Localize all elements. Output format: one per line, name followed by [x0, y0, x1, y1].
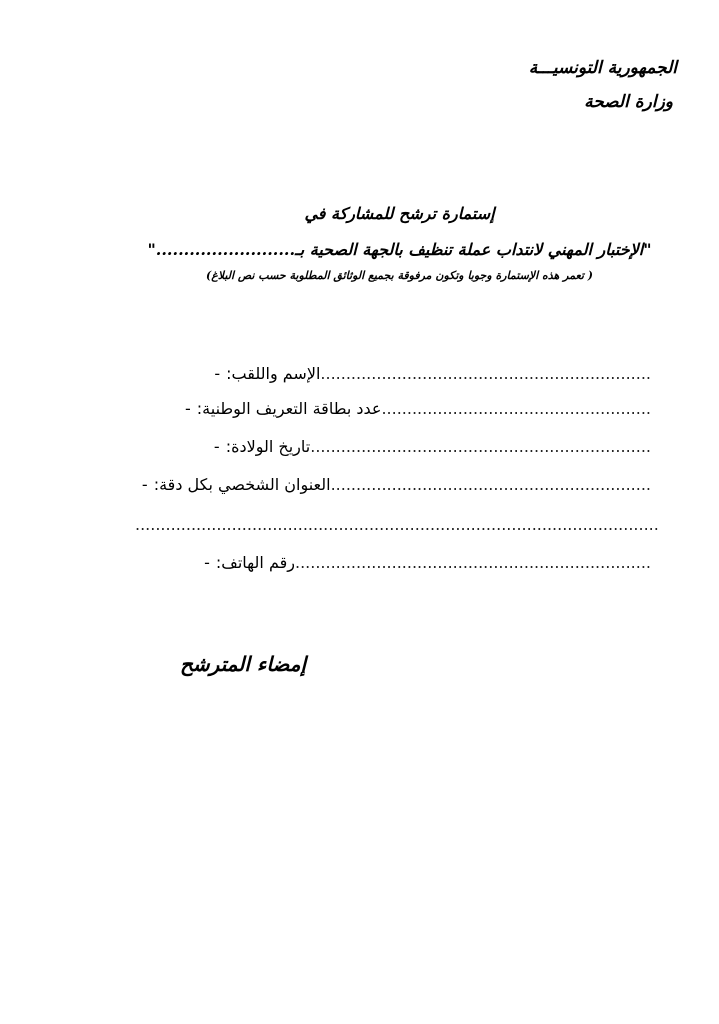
fill-in-line: .....................................................: [381, 399, 651, 418]
candidate-signature-label: إمضاء المترشح: [180, 652, 307, 676]
form-instructions: ( تعمر هذه الإستمارة وجوبا وتكون مرفوقة بجميع الوثائق المطلوبة حسب نص البلاغ): [206, 269, 593, 282]
field-address: [128, 475, 651, 494]
exam-title: "الإختبار المهني لانتداب عملة تنظيف بالجهة الصحية بـ.........................": [147, 240, 652, 259]
field-label: عدد بطاقة التعريف الوطنية:: [196, 399, 382, 418]
field-label: تاريخ الولادة:: [225, 437, 311, 456]
field-marker: -: [214, 364, 221, 383]
field-marker: -: [213, 437, 220, 456]
field-marker: -: [204, 553, 210, 572]
field-label: رقم الهاتف:: [215, 553, 295, 572]
field-phone: [190, 553, 651, 572]
republic-heading: الجمهورية التونسيـــة: [528, 58, 677, 78]
fill-in-line: ...................................................................: [310, 437, 651, 456]
form-title: إستمارة ترشح للمشاركة في: [304, 204, 495, 223]
field-national-id: [171, 399, 651, 418]
fill-in-line: ......................................................................: [294, 553, 651, 572]
address-continuation-line: .......................................................................................................: [135, 515, 659, 534]
field-full-name: [200, 364, 651, 383]
field-label: الإسم واللقب:: [226, 364, 321, 383]
field-birth-date: [200, 437, 651, 456]
field-marker: -: [184, 399, 191, 418]
fill-in-line: ...............................................................: [330, 475, 651, 494]
field-label: العنوان الشخصي بكل دقة:: [153, 475, 331, 494]
ministry-heading: وزارة الصحة: [584, 92, 673, 112]
fill-in-line: .................................................................: [320, 364, 651, 383]
field-marker: -: [141, 475, 148, 494]
